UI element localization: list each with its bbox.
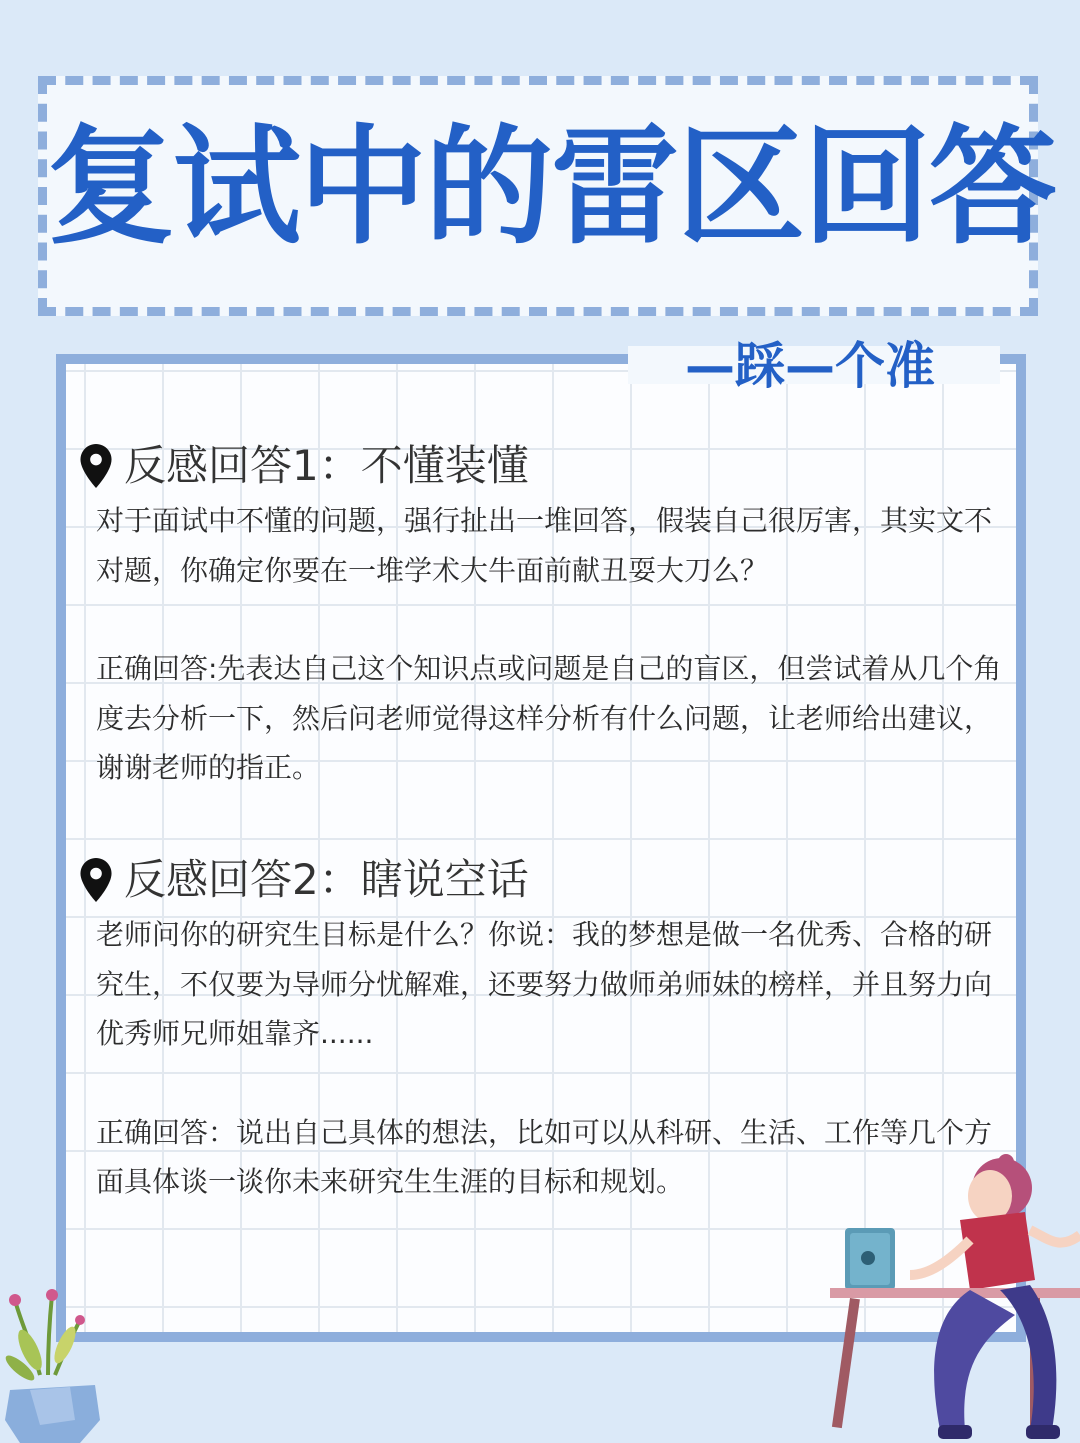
section-heading-text: 反感回答2：瞎说空话 <box>124 855 529 904</box>
section-body: 对于面试中不懂的问题，强行扯出一堆回答，假装自己很厉害，其实文不对题，你确定你要在一堆学术大牛面前献丑耍大刀么？ <box>96 504 993 587</box>
page-title: 复试中的雷区回答 <box>47 113 1056 262</box>
map-pin-icon <box>80 858 112 902</box>
section-answer: 正确回答:先表达自己这个知识点或问题是自己的盲区，但尝试着从几个角度去分析一下，然后问老师觉得这样分析有什么问题，让老师给出建议，谢谢老师的指正。 <box>96 652 1002 784</box>
subtitle: —踩—个准 <box>685 337 935 395</box>
title-banner <box>38 76 1056 316</box>
potted-plant-illustration <box>0 1280 110 1443</box>
woman-at-laptop-illustration <box>830 1140 1080 1443</box>
section-answer: 正确回答：说出自己具体的想法，比如可以从科研、生活、工作等几个方面具体谈一谈你未来研究生生涯的目标和规划。 <box>96 1115 993 1198</box>
map-pin-icon <box>80 444 112 488</box>
section-heading <box>80 436 1020 496</box>
section-1 <box>80 436 1020 793</box>
section-body: 老师问你的研究生目标是什么？你说：我的梦想是做一名优秀、合格的研究生，不仅要为导师分忧解难，还要努力做师弟师妹的榜样，并且努力向优秀师兄师姐靠齐...... <box>96 918 993 1050</box>
section-heading <box>80 850 1020 910</box>
section-heading-text: 反感回答1：不懂装懂 <box>124 441 529 490</box>
